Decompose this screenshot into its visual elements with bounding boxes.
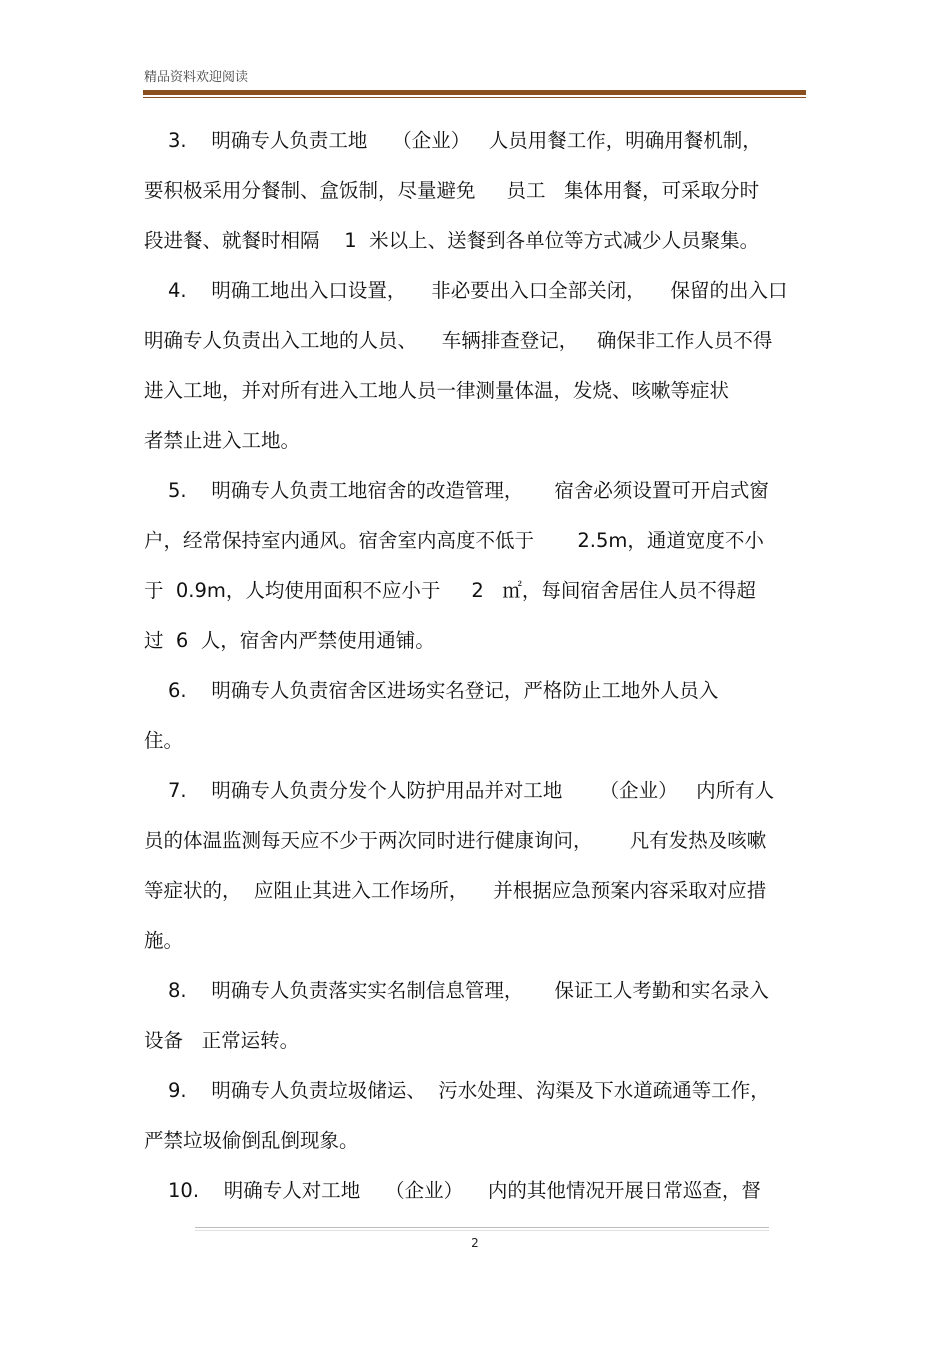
text-line: 员的体温监测每天应不少于两次同时进行健康询问， 凡有发热及咳嗽 — [144, 829, 767, 852]
text-line: 进入工地，并对所有进入工地人员一律测量体温，发烧、咳嗽等症状 — [144, 379, 730, 402]
text-line: 设备 正常运转。 — [144, 1029, 300, 1052]
text-line: 8. 明确专人负责落实实名制信息管理， 保证工人考勤和实名录入 — [168, 979, 769, 1002]
text-line: 于 0.9m，人均使用面积不应小于 2 ㎡，每间宿舍居住人员不得超 — [144, 579, 756, 602]
text-line: 7. 明确专人负责分发个人防护用品并对工地 （企业） 内所有人 — [168, 779, 775, 802]
text-line: 6. 明确专人负责宿舍区进场实名登记，严格防止工地外人员入 — [168, 679, 719, 702]
text-line: 户，经常保持室内通风。宿舍室内高度不低于 2.5m，通道宽度不小 — [144, 529, 764, 552]
text-line: 9. 明确专人负责垃圾储运、 污水处理、沟渠及下水道疏通等工作， — [168, 1079, 770, 1102]
text-line: 3. 明确专人负责工地 （企业） 人员用餐工作，明确用餐机制， — [168, 129, 762, 152]
header-text: 精品资料欢迎阅读 — [144, 70, 249, 85]
text-line: 4. 明确工地出入口设置， 非必要出入口全部关闭， 保留的出入口 — [168, 279, 788, 302]
text-line: 严禁垃圾偷倒乱倒现象。 — [144, 1129, 359, 1152]
text-line: 者禁止进入工地。 — [144, 429, 301, 452]
text-line: 等症状的， 应阻止其进入工作场所， 并根据应急预案内容采取对应措 — [144, 879, 767, 902]
page-number: 2 — [471, 1236, 479, 1250]
text-line: 10. 明确专人对工地 （企业） 内的其他情况开展日常巡查，督 — [168, 1179, 761, 1202]
text-line: 段进餐、就餐时相隔 1 米以上、送餐到各单位等方式减少人员聚集。 — [144, 229, 760, 252]
text-line: 5. 明确专人负责工地宿舍的改造管理， 宿舍必须设置可开启式窗 — [168, 479, 769, 502]
header-rule-thick — [143, 90, 806, 95]
header-rule-thin — [143, 97, 806, 98]
footer-rule — [195, 1227, 769, 1228]
text-line: 施。 — [144, 929, 184, 952]
text-line: 明确专人负责出入工地的人员、 车辆排查登记， 确保非工作人员不得 — [144, 329, 773, 352]
text-line: 住。 — [144, 729, 184, 752]
text-line: 过 6 人，宿舍内严禁使用通铺。 — [144, 629, 435, 652]
footer-rule-shadow — [195, 1230, 769, 1231]
text-line: 要积极采用分餐制、盒饭制，尽量避免 员工 集体用餐，可采取分时 — [144, 179, 760, 202]
